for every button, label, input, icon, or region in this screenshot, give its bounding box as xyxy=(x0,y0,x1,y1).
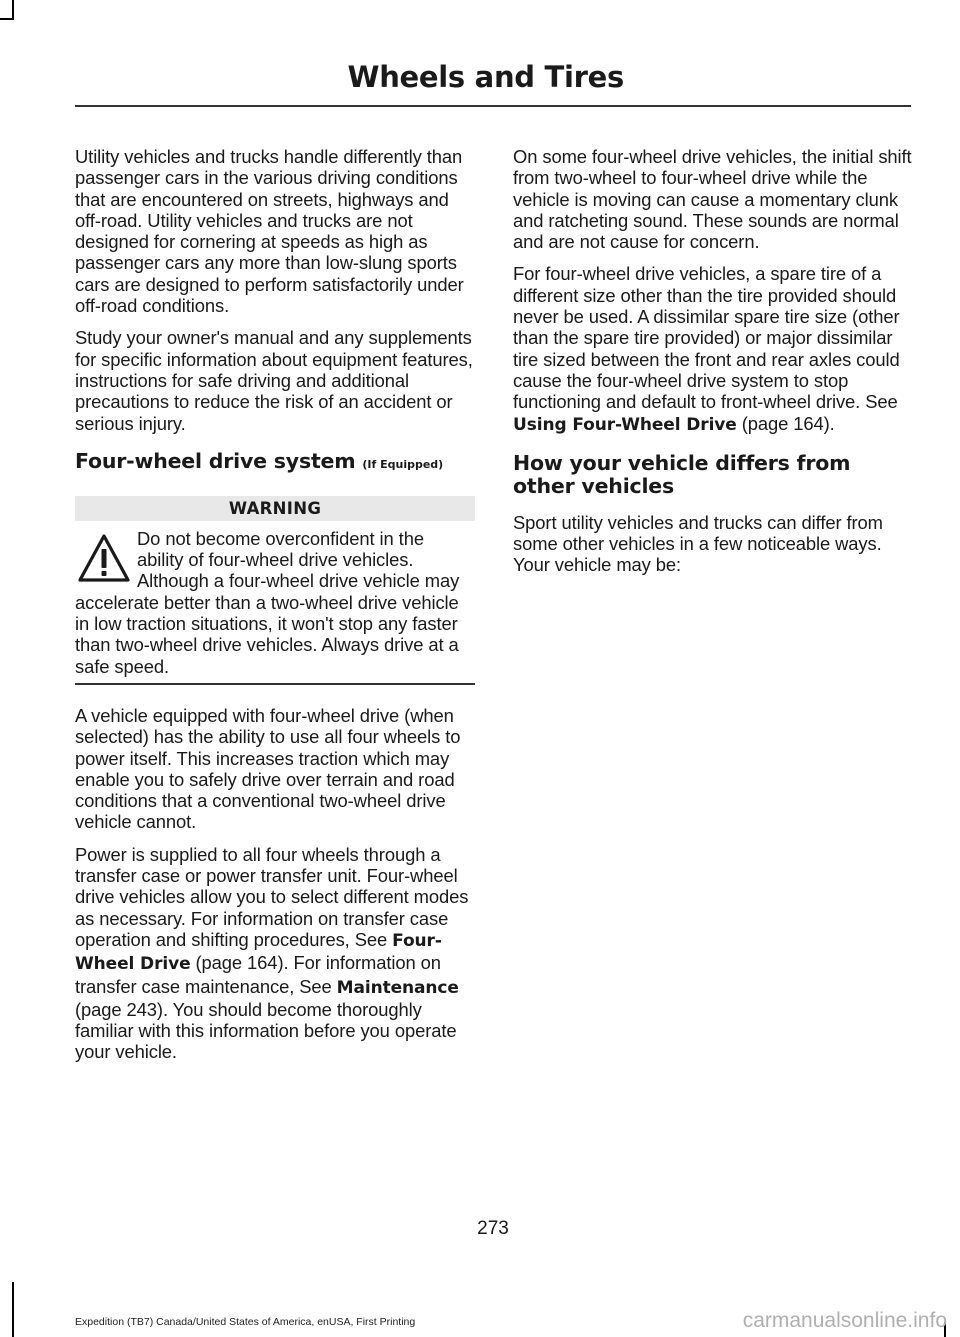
paragraph xyxy=(75,844,475,1063)
left-column xyxy=(75,146,475,1074)
warning-header: WARNING xyxy=(75,496,475,521)
crop-mark xyxy=(12,1282,14,1337)
paragraph: On some four-wheel drive vehicles, the initial shift from two-wheel to four-wheel drive while the vehicle is moving can cause a momentary clunk and ratcheting sound. These sounds are normal and are not cause for concern. xyxy=(513,146,912,253)
section-qualifier: (If Equipped) xyxy=(362,457,444,471)
paragraph xyxy=(513,263,913,435)
section-heading xyxy=(75,450,475,476)
crop-mark xyxy=(12,0,14,18)
cross-reference-link[interactable]: Using Four-Wheel Drive xyxy=(513,414,737,435)
header-divider xyxy=(75,105,911,107)
warning-triangle-icon xyxy=(75,530,133,588)
footer-text: Expedition (TB7) Canada/United States of America, enUSA, First Printing xyxy=(75,1316,416,1328)
cross-reference-link[interactable]: Maintenance xyxy=(336,977,459,998)
crop-mark xyxy=(12,1282,14,1284)
paragraph: Utility vehicles and trucks handle differently than passenger cars in the various driving conditions that are encountered on streets, highways and off-road. Utility vehicles and trucks are not designed for cornering at speeds as high as passenger cars any more than low-slung sports cars are designed to perform satisfactorily under off-road conditions. xyxy=(75,146,464,317)
cross-reference-link[interactable]: Four-Wheel Drive xyxy=(75,930,442,975)
paragraph-text: (page 164). For information on transfer case maintenance, See xyxy=(75,952,441,997)
page-title: Wheels and Tires xyxy=(347,60,624,94)
paragraph-text: For four-wheel drive vehicles, a spare tire of a different size other than the tire provided should never be used. A dissimilar spare tire size (other than the spare tire provided) or major dissimilar tire sized between the front and rear axles could cause the four-wheel drive system to stop functioning and default to front-wheel drive. See xyxy=(513,263,900,413)
right-column xyxy=(513,146,913,587)
crop-mark xyxy=(0,18,14,20)
watermark: carmanualsonline.info xyxy=(742,1309,947,1332)
page-number: 273 xyxy=(477,1218,509,1239)
paragraph-text: (page 243). You should become thoroughly familiar with this information before you operate your vehicle. xyxy=(75,998,457,1063)
section-heading: How your vehicle differs from other vehicles xyxy=(513,450,851,498)
paragraph: Study your owner's manual and any supplements for specific information about equipment features, instructions for safe driving and additional precautions to reduce the risk of an accident or serious injury. xyxy=(75,327,473,434)
paragraph: Sport utility vehicles and trucks can differ from some other vehicles in a few noticeable ways. Your vehicle may be: xyxy=(513,511,883,576)
paragraph-text: (page 164). xyxy=(736,412,835,434)
paragraph-text: Power is supplied to all four wheels through a transfer case or power transfer unit. Four-wheel drive vehicles allow you to select different modes as necessary. For information on transfer case operation and shifting procedures, See xyxy=(75,843,469,950)
warning-box xyxy=(75,521,475,685)
paragraph: A vehicle equipped with four-wheel drive (when selected) has the ability to use all four wheels to power itself. This increases traction which may enable you to safely drive over terrain and road conditions that a conventional two-wheel drive vehicle cannot. xyxy=(75,704,461,833)
warning-text: Do not become overconfident in the ability of four-wheel drive vehicles. Although a four-wheel drive vehicle may accelerate better than a two-wheel drive vehicle in low traction situations, it won't stop any faster than two-wheel drive vehicles. Always drive at a safe speed. xyxy=(75,527,460,677)
section-heading-text: Four-wheel drive system xyxy=(75,448,356,473)
